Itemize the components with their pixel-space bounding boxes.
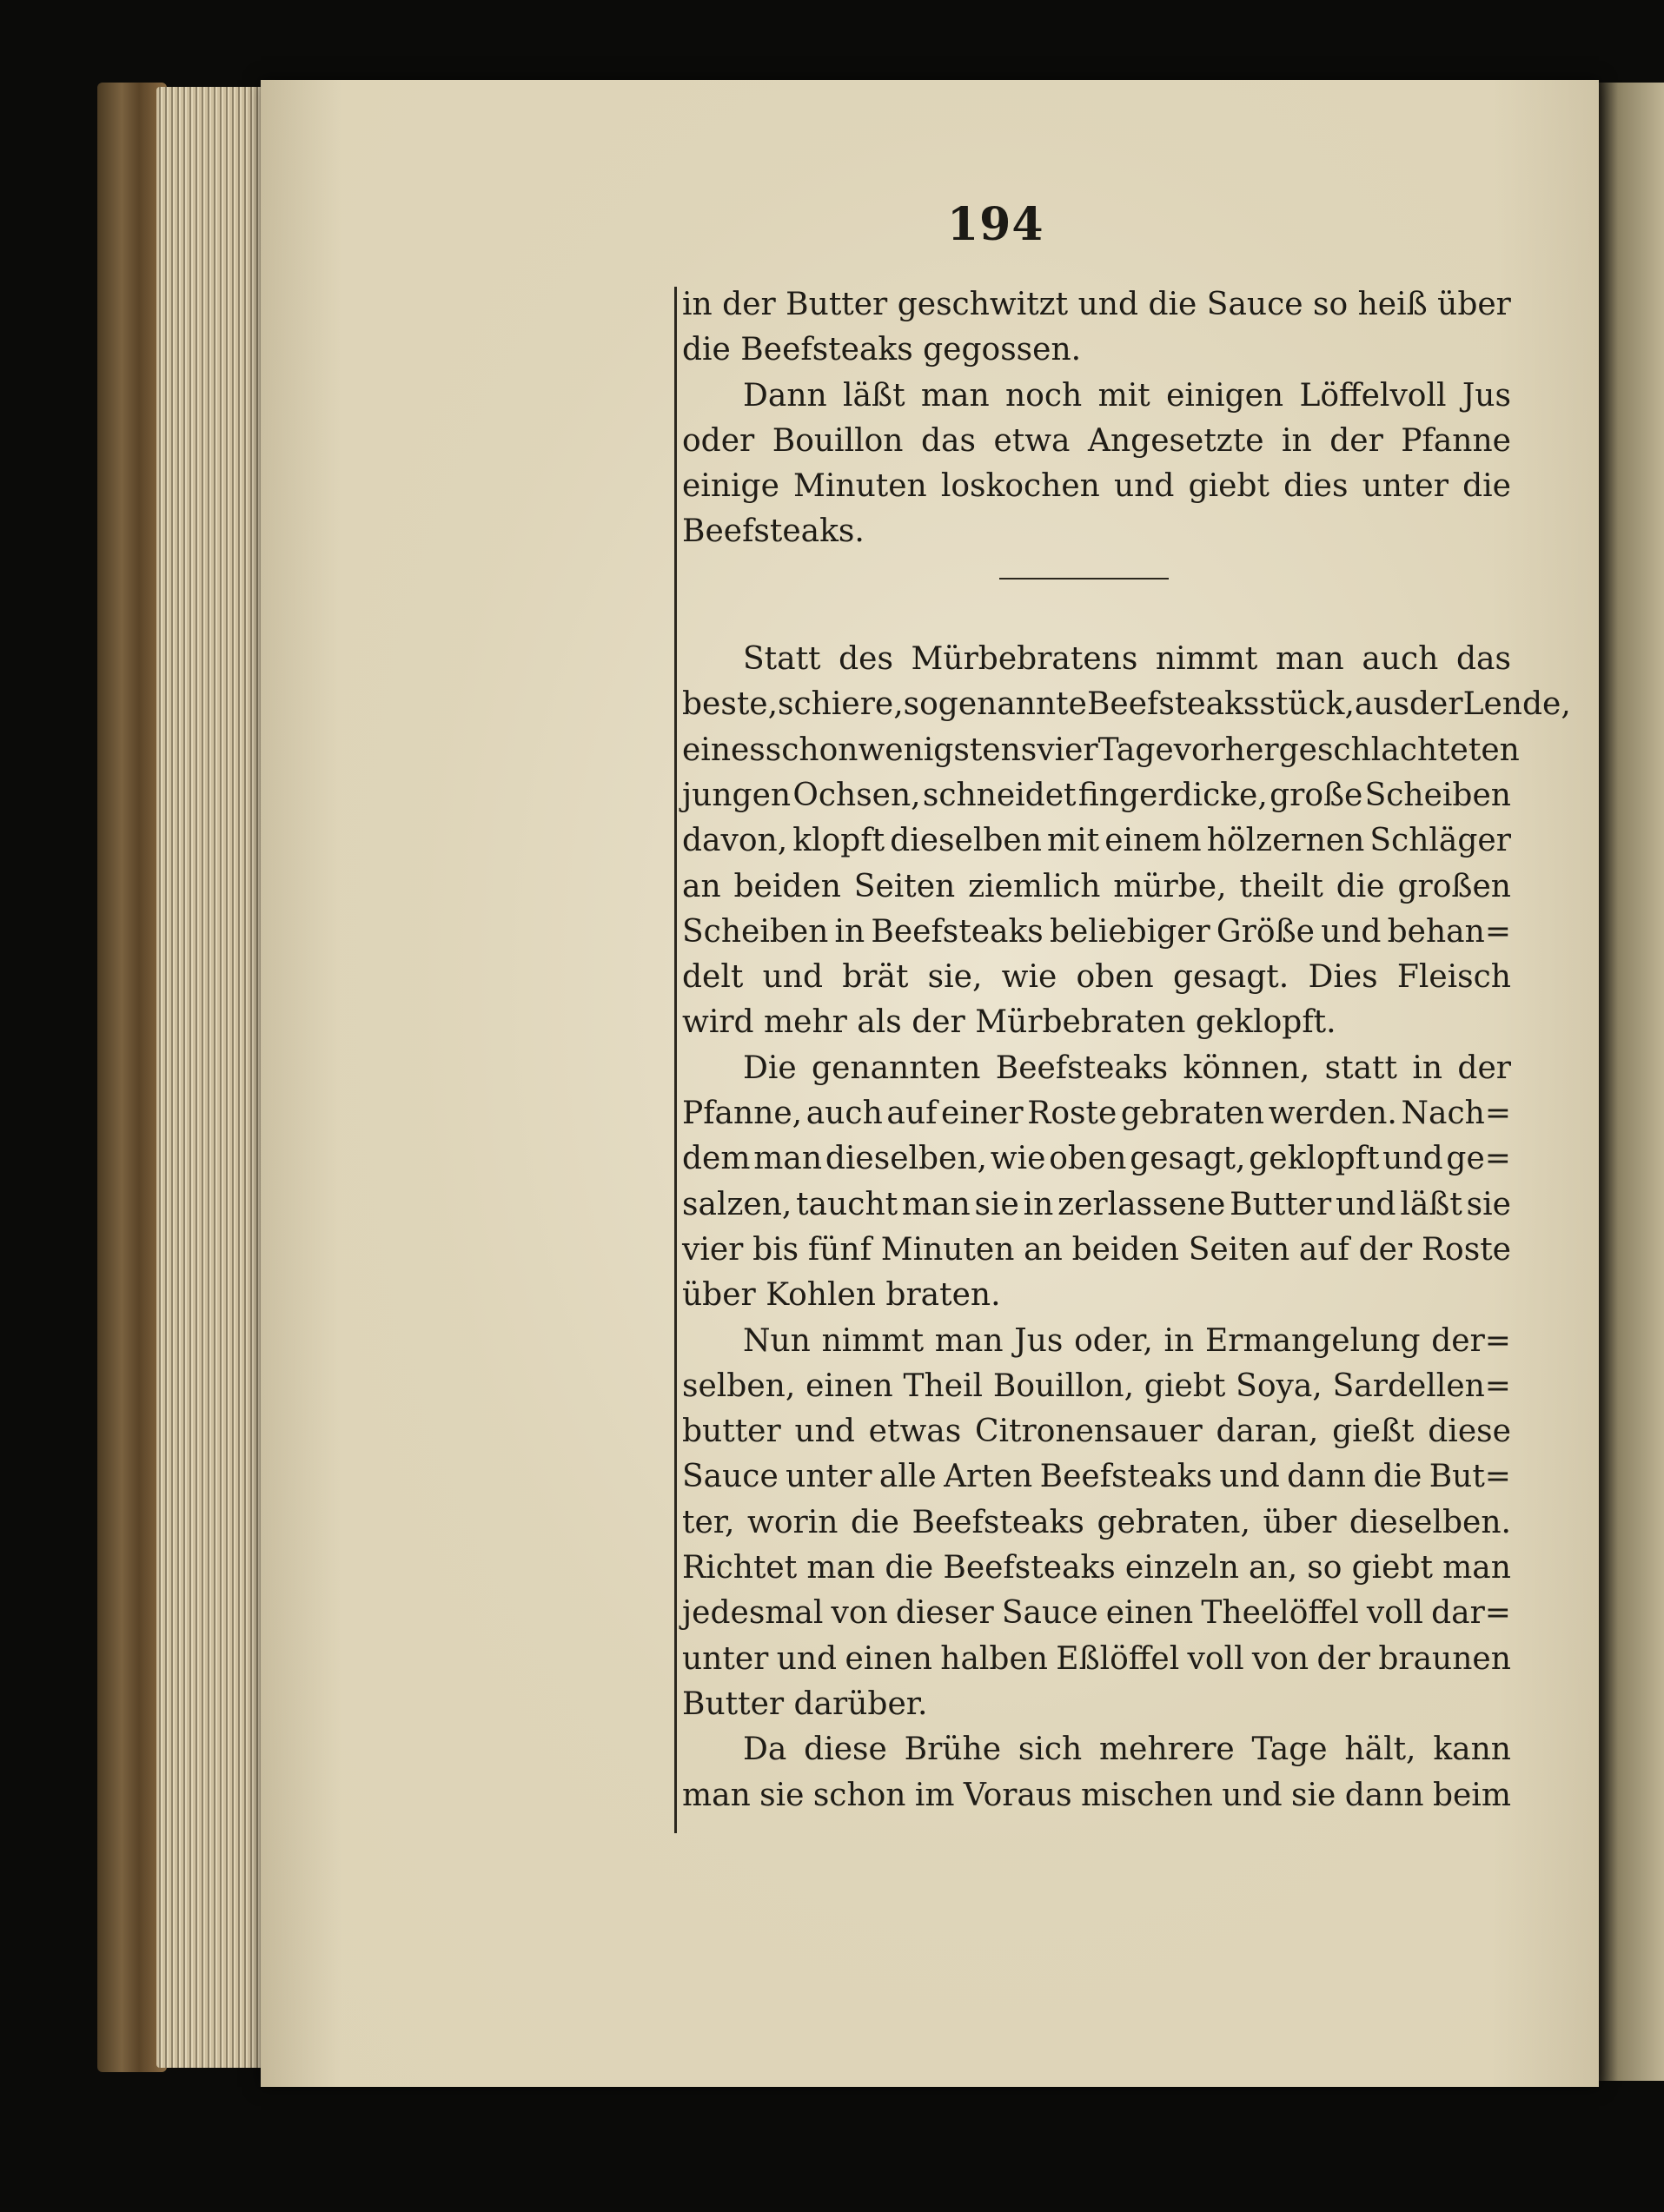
text-line: in der Butter geschwitzt und die Sauce so heiß über (682, 287, 1511, 322)
section-gap (682, 600, 1511, 637)
section-separator (682, 555, 1511, 600)
margin-rule (674, 287, 677, 1833)
text-line: wird mehr als der Mürbebraten geklopft. (682, 1004, 1336, 1041)
text-line: jedesmal von dieser Sauce einen Theelöffel voll dar= (682, 1595, 1511, 1632)
text-line: Statt des Mürbebratens nimmt man auch das (743, 641, 1511, 678)
text-line: Sauce unter alle Arten Beefsteaks und dann die But= (682, 1459, 1511, 1495)
text-line: über Kohlen braten. (682, 1277, 1001, 1314)
text-line: man sie schon im Voraus mischen und sie dann beim (682, 1777, 1511, 1813)
text-line: die Beefsteaks gegossen. (682, 332, 1082, 368)
text-line: an beiden Seiten ziemlich mürbe, theilt die großen (682, 868, 1511, 904)
text-line: salzen, taucht man sie in zerlassene Butter und läßt sie (682, 1186, 1511, 1222)
text-line: Dann läßt man noch mit einigen Löffelvoll Jus (743, 377, 1511, 414)
text-line: Beefsteaks. (682, 513, 865, 550)
text-line: ter, worin die Beefsteaks gebraten, über dieselben. (682, 1504, 1511, 1540)
text-line: Die genannten Beefsteaks können, statt in der (743, 1050, 1511, 1086)
page-number: 194 (947, 198, 1044, 251)
facing-page-edge (1599, 83, 1664, 2081)
text-line: beste, schiere, sogenannte Beefsteaksstück, aus der Lende, (682, 686, 1571, 723)
text-line: eines schon wenigstens vier Tage vorher geschlachteten (682, 732, 1520, 768)
text-line: Nun nimmt man Jus oder, in Ermangelung der= (743, 1322, 1511, 1359)
body-text (682, 282, 1571, 1818)
text-line: dem man dieselben, wie oben gesagt, geklopft und ge= (682, 1141, 1511, 1177)
separator-rule (999, 578, 1169, 579)
text-line: Butter darüber. (682, 1685, 928, 1722)
text-line: selben, einen Theil Bouillon, giebt Soya, Sardellen= (682, 1368, 1511, 1404)
text-line: unter und einen halben Eßlöffel voll von der braunen (682, 1640, 1511, 1677)
text-line: butter und etwas Citronensauer daran, gießt diese (682, 1414, 1511, 1450)
text-line: delt und brät sie, wie oben gesagt. Dies Fleisch (682, 959, 1511, 996)
text-line: Da diese Brühe sich mehrere Tage hält, kann (743, 1732, 1511, 1768)
text-line: Scheiben in Beefsteaks beliebiger Größe und behan= (682, 913, 1511, 950)
text-line: jungen Ochsen, schneidet fingerdicke, große Scheiben (682, 777, 1511, 813)
text-line: Richtet man die Beefsteaks einzeln an, so giebt man (682, 1550, 1511, 1586)
text-line: davon, klopft dieselben mit einem hölzernen Schläger (682, 823, 1511, 859)
text-line: vier bis fünf Minuten an beiden Seiten auf der Roste (682, 1231, 1511, 1268)
text-line: oder Bouillon das etwa Angesetzte in der Pfanne (682, 422, 1511, 459)
text-line: einige Minuten loskochen und giebt dies unter die (682, 468, 1511, 505)
text-line: Pfanne, auch auf einer Roste gebraten werden. Nach= (682, 1096, 1511, 1132)
